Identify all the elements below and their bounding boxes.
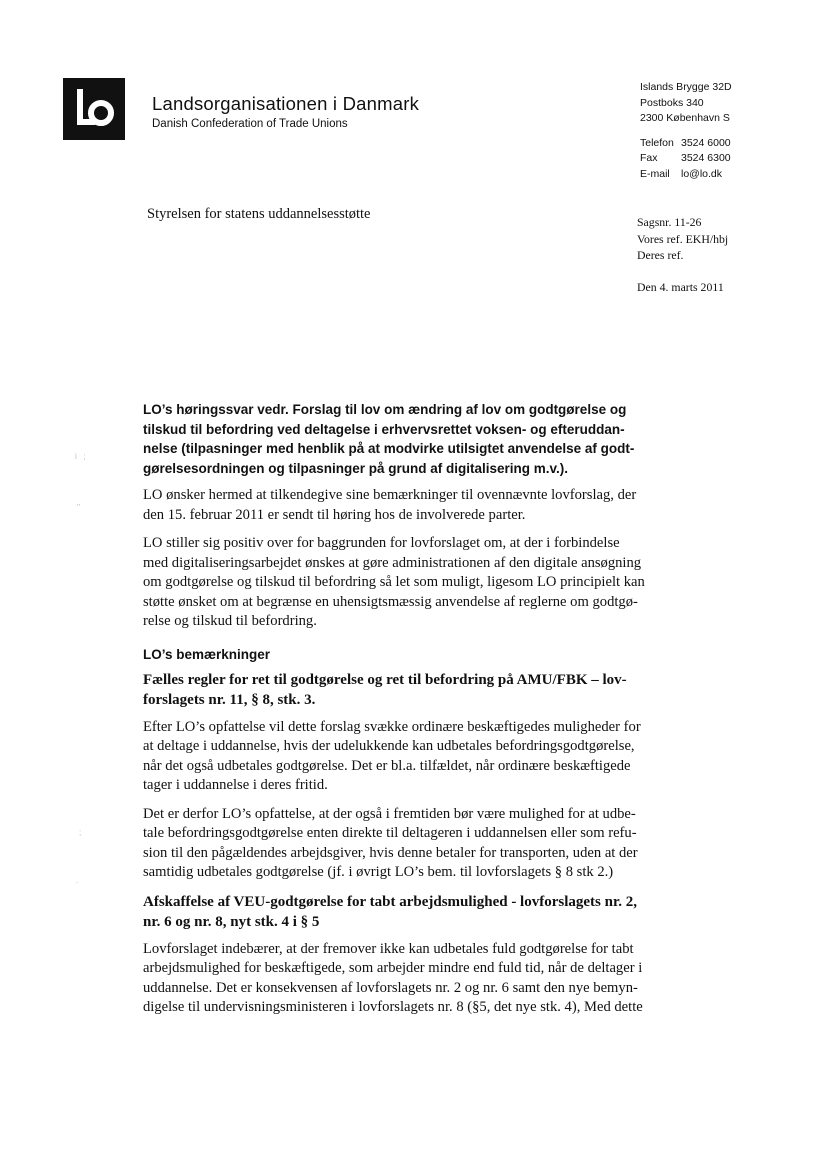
letter-date: Den 4. marts 2011 — [637, 280, 724, 294]
contact-label: E-mail — [640, 167, 670, 180]
contact-label: Telefon — [640, 136, 674, 149]
scan-mark: ; — [79, 828, 82, 837]
contact-phone — [640, 136, 732, 152]
contact-email — [640, 167, 732, 183]
intro-paragraph: LO ønsker hermed at tilkendegive sine bemærkninger til ovennævnte lovforslag, der den 15. februar 2011 er sendt til høring hos de involverede parter. — [143, 487, 637, 523]
reference-block — [637, 214, 728, 264]
lo-logo — [63, 78, 125, 140]
section-title: Fælles regler for ret til godtgørelse og ret til befordring på AMU/FBK – lov- forslagets nr. 11, § 8, stk. 3. — [143, 671, 627, 708]
organisation-subtitle: Danish Confederation of Trade Unions — [152, 118, 348, 130]
contact-value: lo@lo.dk — [681, 167, 723, 180]
your-reference: Deres ref. — [637, 248, 684, 262]
address-line: 2300 København S — [640, 112, 730, 124]
intro-paragraph: LO stiller sig positiv over for baggrunden for lovforslaget om, at der i forbindelse med digitaliseringsarbejdet ønskes at gøre administrationen af den digitale ansøgning om godtgørelse og tilskud til befordring så let som muligt, ligesom LO principielt kan støtte ønsket om at begrænse en uhensigtsmæssig anvendelse af reglerne om godtgø- relse og tilskud til befordring. — [143, 535, 645, 629]
section-paragraph: Efter LO’s opfattelse vil dette forslag svække ordinære beskæftigedes muligheder for at deltage i uddannelse, hvis der udelukkende kan udbetales befordringsgodtgørelse, når det også udbetales godtgørelse. Det er bl.a. tilfældet, når ordinære beskæftigede tager i uddannelse i deres fritid. — [143, 718, 641, 793]
section-paragraph: Det er derfor LO’s opfattelse, at der også i fremtiden bør være mulighed for at udbe- tale befordringsgodtgørelse enten direkte til deltageren i uddannelsen eller som refu- sion til den pågældendes arbejdsgiver, hvis denne betaler for transporten, uden at der samtidig udbetales godtgørelse (jf. i øvrigt LO’s bem. til lovforslagets § 8 stk 2.) — [143, 805, 638, 880]
recipient: Styrelsen for statens uddannelsesstøtte — [147, 206, 371, 222]
address-line: Postboks 340 — [640, 96, 704, 109]
organisation-block — [152, 92, 419, 130]
contact-label: Fax — [640, 152, 658, 164]
section-title: Afskaffelse af VEU-godtgørelse for tabt arbejdsmulighed - lovforslagets nr. 2, nr. 6 og nr. 8, nyt stk. 4 i § 5 — [143, 893, 637, 930]
remarks-heading: LO’s bemærkninger — [143, 646, 271, 662]
letter-body — [143, 400, 688, 1027]
organisation-name: Landsorganisationen i Danmark — [152, 93, 420, 114]
address-line: Islands Brygge 32D — [640, 81, 732, 93]
section-paragraph: Lovforslaget indebærer, at der fremover ikke kan udbetales fuld godtgørelse for tabt arbejdsmulighed for beskæftigede, som arbejder mindre end fuld tid, når de deltager i uddannelse. Det er konsekvensen af lovforslagets nr. 2 og nr. 6 samt den nye bemyn- digelse til undervisningsministeren i lovforslagets nr. 8 (§5, det nye stk. 4), Med dette — [143, 940, 643, 1015]
letter-title: LO’s høringssvar vedr. Forslag til lov om ændring af lov om godtgørelse og tilskud til befordring ved deltagelse i erhvervsrettet voksen- og efteruddan- nelse (tilpasninger med henblik på at modvirke utilsigtet anvendelse af godt- gørelsesordningen og tilpasninger på grund af digitalisering m.v.). — [143, 402, 635, 476]
contact-value: 3524 6000 — [681, 136, 731, 149]
lo-logo-icon — [63, 78, 125, 140]
scan-mark: . — [76, 876, 79, 885]
contact-block — [640, 80, 732, 182]
our-reference: Vores ref. EKH/hbj — [637, 231, 729, 246]
scan-mark: '' — [77, 503, 81, 512]
contact-fax — [640, 151, 732, 167]
contact-value: 3524 6300 — [681, 152, 731, 164]
scan-mark: i ; — [75, 452, 86, 461]
case-number: Sagsnr. 11-26 — [637, 215, 702, 229]
